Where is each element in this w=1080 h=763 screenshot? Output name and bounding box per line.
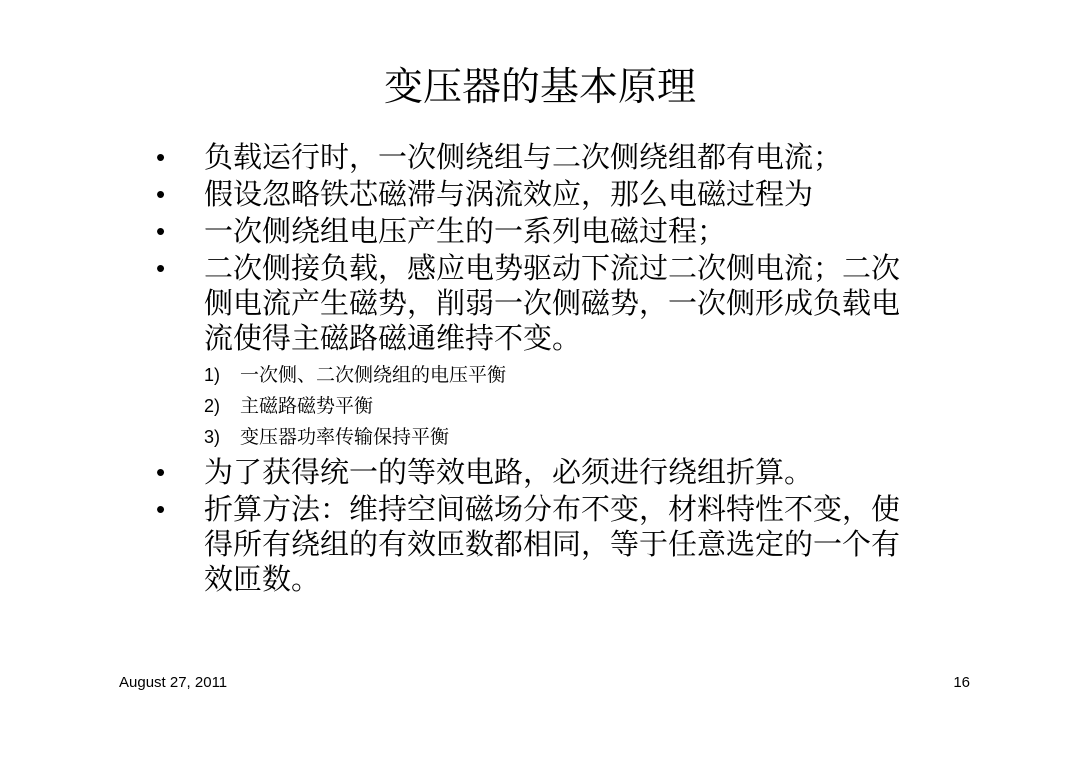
bullet-dot-icon: • xyxy=(156,216,166,246)
item-text: 变压器功率传输保持平衡 xyxy=(240,426,450,448)
bullet-item xyxy=(148,492,928,597)
numbered-item xyxy=(204,422,928,453)
bullet-item xyxy=(148,177,928,212)
bullet-text: 负载运行时，一次侧绕组与二次侧绕组都有电流； xyxy=(204,140,843,174)
item-text: 主磁路磁势平衡 xyxy=(240,395,374,417)
bullet-text: 二次侧接负载，感应电势驱动下流过二次侧电流；二次侧电流产生磁势，削弱一次侧磁势，一次侧形成负载电流使得主磁路磁通维持不变。 xyxy=(204,251,901,355)
item-text: 一次侧、二次侧绕组的电压平衡 xyxy=(240,364,507,386)
item-number: 3) xyxy=(204,427,221,447)
bullet-item xyxy=(148,140,928,175)
numbered-sublist-container xyxy=(148,360,928,453)
footer-date: August 27, 2011 xyxy=(119,674,228,691)
numbered-sublist xyxy=(204,360,928,453)
page-number: 16 xyxy=(953,674,970,691)
bullet-list xyxy=(148,140,928,599)
bullet-dot-icon: • xyxy=(156,142,166,172)
numbered-item xyxy=(204,360,928,391)
slide-title: 变压器的基本原理 xyxy=(383,65,696,110)
bullet-dot-icon: • xyxy=(156,253,166,283)
bullet-text: 假设忽略铁芯磁滞与涡流效应，那么电磁过程为 xyxy=(204,177,814,211)
bullet-text: 一次侧绕组电压产生的一系列电磁过程； xyxy=(204,214,727,248)
bullet-dot-icon: • xyxy=(156,179,166,209)
bullet-item xyxy=(148,214,928,249)
bullet-item xyxy=(148,251,928,356)
bullet-item xyxy=(148,455,928,490)
bullet-text: 为了获得统一的等效电路，必须进行绕组折算。 xyxy=(204,455,814,489)
bullet-text: 折算方法：维持空间磁场分布不变，材料特性不变，使得所有绕组的有效匝数都相同，等于任意选定的一个有效匝数。 xyxy=(204,492,901,596)
numbered-item xyxy=(204,391,928,422)
bullet-dot-icon: • xyxy=(156,457,166,487)
item-number: 2) xyxy=(204,396,221,416)
bullet-dot-icon: • xyxy=(156,494,166,524)
item-number: 1) xyxy=(204,365,221,385)
